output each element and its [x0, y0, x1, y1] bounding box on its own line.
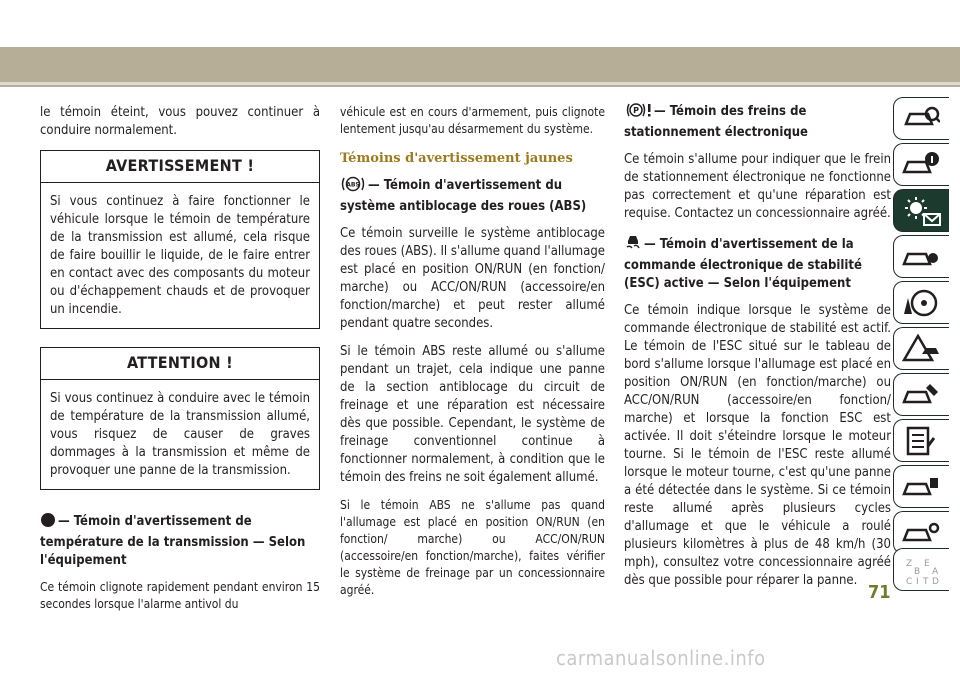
- epb-heading: [624, 102, 891, 142]
- esc-title: — Témoin d'avertissement de la commande électronique de stabilité (ESC) active — Selon l'équipement: [624, 237, 862, 291]
- car-overview-icon: [902, 104, 940, 134]
- column-middle: [340, 104, 605, 609]
- hazard-car-icon: [902, 334, 940, 364]
- epb-icon-label: P: [633, 106, 639, 115]
- alphabet-index-icon: [902, 555, 942, 587]
- caution-body: Si vous continuez à conduire avec le témoin de température de la transmission allumé, vous risquez de causer de graves dommages à la transmission et même de provoquer une panne de la transmission.: [50, 391, 310, 478]
- abs-icon: [340, 176, 366, 198]
- svg-text:C: C: [906, 577, 913, 587]
- trans-temp-heading: [40, 512, 320, 570]
- abs-paragraph-2: Si le témoin ABS reste allumé ou s'allume pendant un trajet, cela indique une panne de la section antiblocage du circuit de freinage et une réparation est nécessaire dès que possible. Cependant, le système de freinage conventionnel continue à fonctionner normalement, à condition que le témoin des freins ne soit également allumé.: [340, 344, 605, 485]
- svg-text:E: E: [924, 559, 930, 569]
- column-left: [40, 104, 320, 623]
- section-title: Témoins d'avertissement jaunes: [340, 151, 573, 166]
- esc-heading: [624, 233, 891, 293]
- header-divider: [0, 82, 960, 85]
- side-tab-emergency[interactable]: [893, 327, 949, 370]
- side-tab-instrument-panel[interactable]: [893, 189, 949, 232]
- svg-text:D: D: [932, 577, 939, 587]
- trans-temp-body: Ce témoin clignote rapidement pendant environ 15 secondes lorsque l'alarme antivol du: [40, 580, 320, 611]
- epb-title: — Témoin des freins de stationnement électronique: [624, 104, 808, 140]
- svg-text:B: B: [914, 567, 921, 577]
- abs-heading: [340, 176, 605, 216]
- car-multimedia-icon: [902, 518, 940, 548]
- abs-title: — Témoin d'avertissement du système antiblocage des roues (ABS): [340, 178, 587, 214]
- transmission-temp-icon: [40, 512, 56, 534]
- car-info-icon: [902, 150, 940, 180]
- epb-paragraph: Ce témoin s'allume pour indiquer que le frein de stationnement électronique ne fonctionne pas correctement et qu'une réparation est requise. Contactez un concessionnaire agréé.: [624, 152, 891, 221]
- side-tab-maintenance-schedules[interactable]: [893, 419, 949, 462]
- parking-brake-icon: [624, 102, 652, 124]
- car-service-icon: [902, 380, 940, 410]
- esc-paragraph: Ce témoin indique lorsque le système de commande électronique de stabilité est actif. Le témoin de l'ESC situé sur le tableau de bord s'allume lorsque l'allumage est placé en position ON/RUN (en fonction/marche) ou ACC/ON/RUN (accessoire/en fonction/ marche) et lorsque la fonction ESC est activée. Il doit s'éteindre lorsque le moteur tourne. Si le témoin de l'ESC reste allumé lorsque le moteur tourne, c'est qu'une panne a été détectée dans le système. Si ce témoin reste allumé après plusieurs cycles d'allumage et que le véhicule a roulé plusieurs kilomètres à plus de 48 km/h (30 mph), consultez votre concessionnaire agréé dès que possible pour réparer la panne.: [624, 303, 891, 588]
- side-tab-servicing[interactable]: [893, 373, 949, 416]
- abs-icon-label: ABS: [346, 181, 360, 189]
- side-tab-vehicle-overview[interactable]: [893, 97, 949, 140]
- abs-paragraph-1: Ce témoin surveille le système antiblocage des roues (ABS). Il s'allume quand l'allumage est placé en position ON/RUN (en fonction/ marche) ou ACC/ON/RUN (accessoire/en fonction/marche) et peut rester allumé pendant quatre secondes.: [340, 226, 605, 331]
- steering-wheel-icon: [902, 288, 940, 318]
- side-tab-getting-to-know[interactable]: [893, 143, 949, 186]
- car-safety-icon: [902, 242, 940, 272]
- car-specifications-icon: [902, 472, 940, 502]
- caution-box: [40, 347, 320, 490]
- warning-box: [40, 150, 320, 329]
- theft-alarm-continued: véhicule est en cours d'armement, puis clignote lentement jusqu'au désarmement du système.: [340, 105, 605, 136]
- watermark-text: carmanualsonline.info: [556, 646, 766, 670]
- header-band: [0, 47, 960, 87]
- side-tab-index[interactable]: [893, 548, 949, 591]
- svg-text:I: I: [916, 577, 919, 587]
- esc-skid-icon: [624, 233, 642, 257]
- svg-text:A: A: [932, 567, 939, 577]
- intro-paragraph: le témoin éteint, vous pouvez continuer à conduire normalement.: [40, 105, 320, 138]
- side-tab-starting-operating[interactable]: [893, 281, 949, 324]
- caution-title: ATTENTION !: [41, 348, 319, 380]
- column-right: [624, 104, 891, 600]
- side-tab-safety[interactable]: [893, 235, 949, 278]
- page-number: 71: [868, 582, 891, 603]
- side-tab-technical-specs[interactable]: [893, 465, 949, 508]
- svg-text:T: T: [923, 577, 929, 587]
- warning-title: AVERTISSEMENT !: [41, 151, 319, 183]
- svg-text:Z: Z: [906, 559, 913, 569]
- warning-body: Si vous continuez à faire fonctionner le véhicule lorsque le témoin de température de la transmission est allumé, cela risque de faire bouillir le liquide, de le faire entrer en contact avec des composants du moteur ou d'échappement chauds et de provoquer un incendie.: [50, 194, 310, 317]
- trans-temp-title: — Témoin d'avertissement de température de la transmission — Selon l'équipement: [40, 514, 306, 568]
- abs-paragraph-3: Si le témoin ABS ne s'allume pas quand l'allumage est placé en position ON/RUN (en fonction/ marche) ou ACC/ON/RUN (accessoire/en fonction/marche), faites vérifier le système de freinage par un concessionnaire agréé.: [340, 498, 605, 597]
- warning-lights-icon: [902, 196, 942, 228]
- checklist-icon: [902, 426, 940, 456]
